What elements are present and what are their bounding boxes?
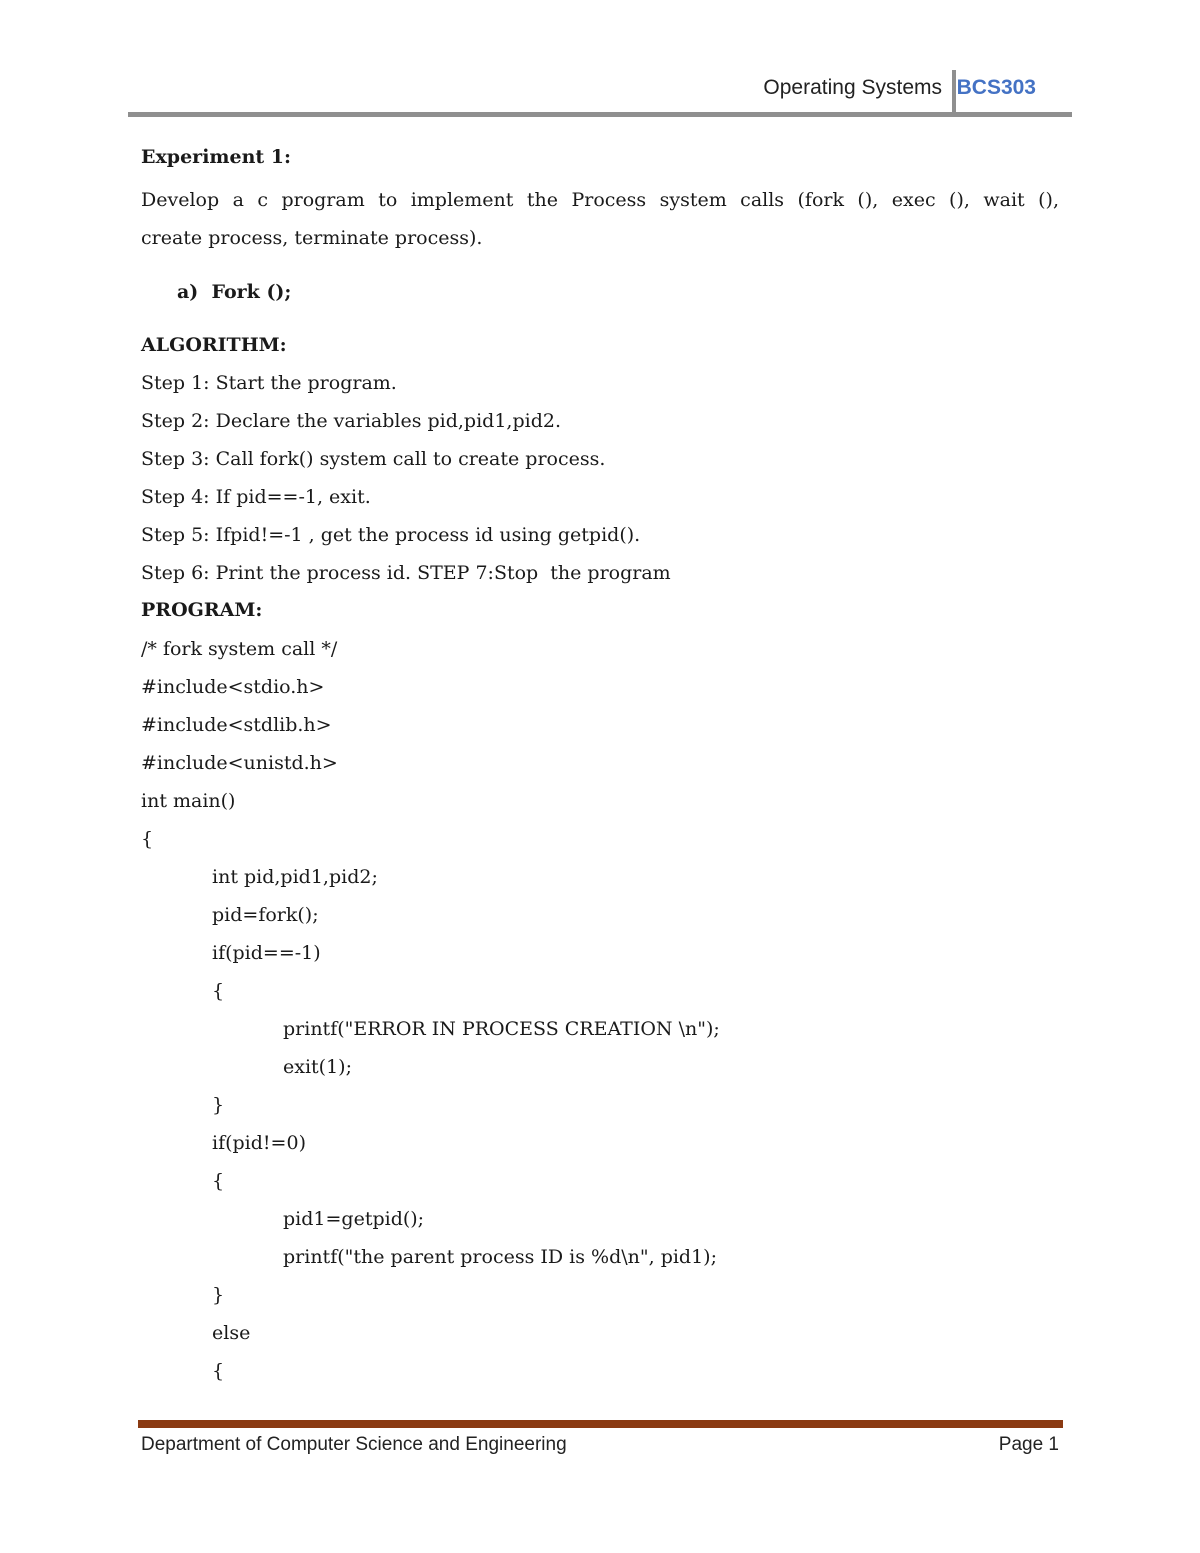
code-line: /* fork system call */ bbox=[141, 638, 338, 660]
header-course-title: Operating Systems bbox=[763, 76, 942, 99]
algorithm-heading: ALGORITHM: bbox=[141, 334, 287, 356]
footer-department: Department of Computer Science and Engineering bbox=[141, 1434, 567, 1455]
code-line: if(pid!=0) bbox=[212, 1132, 306, 1154]
header-course-code: BCS303 bbox=[956, 76, 1036, 99]
algorithm-step: Step 3: Call fork() system call to create process. bbox=[141, 448, 606, 470]
code-line: { bbox=[212, 1170, 225, 1192]
algorithm-step: Step 2: Declare the variables pid,pid1,pid2. bbox=[141, 410, 561, 432]
footer-page-number: Page 1 bbox=[998, 1434, 1059, 1455]
algorithm-step: Step 4: If pid==-1, exit. bbox=[141, 486, 371, 508]
code-line: if(pid==-1) bbox=[212, 942, 321, 964]
footer-rule bbox=[138, 1420, 1063, 1428]
code-line: else bbox=[212, 1322, 251, 1344]
code-line: pid1=getpid(); bbox=[283, 1208, 425, 1230]
algorithm-step: Step 6: Print the process id. STEP 7:Stop the program bbox=[141, 562, 671, 584]
code-line: #include<unistd.h> bbox=[141, 752, 338, 774]
code-line: pid=fork(); bbox=[212, 904, 319, 926]
code-line: } bbox=[212, 1284, 225, 1306]
experiment-title: Experiment 1: bbox=[141, 146, 292, 168]
algorithm-step: Step 5: Ifpid!=-1 , get the process id using getpid(). bbox=[141, 524, 641, 546]
code-line: printf("ERROR IN PROCESS CREATION \n"); bbox=[283, 1018, 720, 1040]
code-line: int main() bbox=[141, 790, 236, 812]
code-line: { bbox=[141, 828, 154, 850]
subsection-heading: a) Fork (); bbox=[177, 281, 292, 303]
code-line: } bbox=[212, 1094, 225, 1116]
page-header bbox=[128, 70, 1072, 118]
code-line: #include<stdio.h> bbox=[141, 676, 325, 698]
experiment-description-line-1: Develop a c program to implement the Process system calls (fork (), exec (), wait (), bbox=[141, 189, 1059, 211]
code-line: { bbox=[212, 980, 225, 1002]
code-line: printf("the parent process ID is %d\n", pid1); bbox=[283, 1246, 717, 1268]
code-line: int pid,pid1,pid2; bbox=[212, 866, 378, 888]
code-line: { bbox=[212, 1360, 225, 1382]
program-heading: PROGRAM: bbox=[141, 599, 263, 621]
experiment-description-line-2: create process, terminate process). bbox=[141, 227, 483, 249]
algorithm-step: Step 1: Start the program. bbox=[141, 372, 397, 394]
header-divider bbox=[952, 70, 956, 114]
code-line: exit(1); bbox=[283, 1056, 352, 1078]
code-line: #include<stdlib.h> bbox=[141, 714, 332, 736]
header-rule bbox=[128, 112, 1072, 117]
